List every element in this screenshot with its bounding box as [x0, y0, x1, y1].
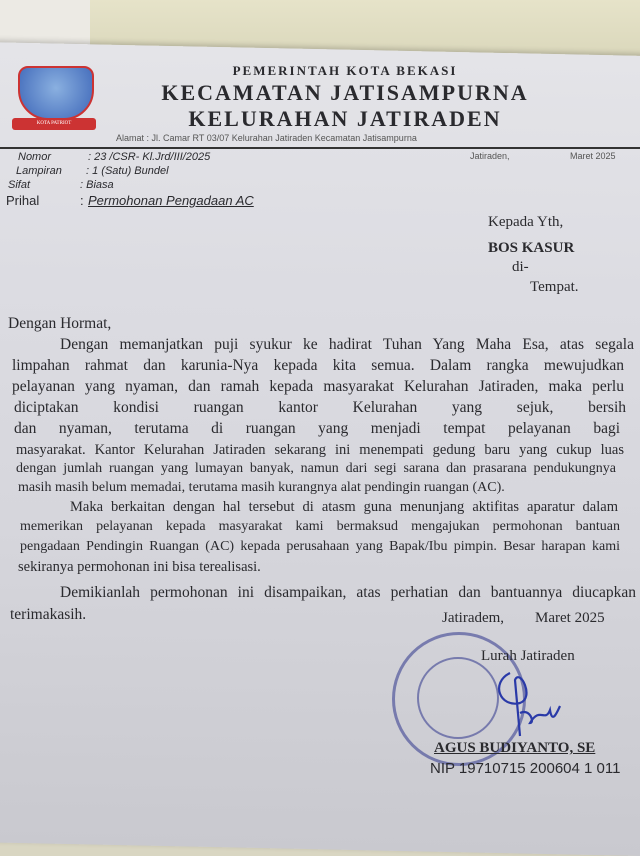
- letterhead-line3: KELURAHAN JATIRADEN: [188, 106, 502, 131]
- body-line: sekiranya permohonan ini bisa terealisasi.: [18, 559, 261, 575]
- nomor-label: Nomor: [18, 151, 52, 163]
- logo-ribbon: KOTA PATRIOT: [12, 118, 96, 130]
- prihal-colon: :: [80, 193, 84, 208]
- sifat-label: Sifat: [8, 179, 31, 191]
- body-line: masyarakat. Kantor Kelurahan Jatiraden sekarang ini menempati gedung baru yang cukup luas: [16, 442, 624, 458]
- salutation: Dengan Hormat,: [8, 315, 112, 332]
- body-line: dengan jumlah ruangan yang lumayan banyak, namun dari segi sarana dan prasarana pendukungnya: [16, 461, 616, 476]
- body-line: diciptakan kondisi ruangan kantor Kelurahan yang sejuk, bersih: [14, 399, 626, 416]
- signature-date: Maret 2025: [535, 610, 605, 626]
- recipient-name: BOS KASUR: [488, 240, 575, 256]
- header-date: Maret 2025: [570, 151, 616, 161]
- recipient-place: Tempat.: [530, 279, 579, 295]
- body-line: pelayanan yang nyaman, dan ramah kepada masyarakat Kelurahan Jatiraden, maka perlu: [12, 378, 624, 395]
- recipient-di: di-: [512, 259, 529, 275]
- body-line: Maka berkaitan dengan hal tersebut di atasm guna menunjang aktifitas aparatur dalam: [70, 499, 618, 515]
- signature-place: Jatiradem,: [442, 610, 505, 626]
- letterhead-line1: PEMERINTAH KOTA BEKASI: [232, 63, 458, 78]
- lampiran-value: : 1 (Satu) Bundel: [86, 165, 169, 177]
- body-line: Dengan memanjatkan puji syukur ke hadirat Tuhan Yang Maha Esa, atas segala: [60, 336, 634, 353]
- body-line: terimakasih.: [10, 606, 87, 623]
- nomor-value: : 23 /CSR- Kl.Jrd/III/2025: [88, 151, 211, 163]
- letterhead-divider: [0, 147, 640, 149]
- body-line: memerikan pelayanan kepada masyarakat kami bermaksud mengajukan permohonan bantuan: [20, 519, 620, 534]
- prihal-value: Permohonan Pengadaan AC: [88, 193, 254, 208]
- recipient-greeting: Kepada Yth,: [488, 214, 564, 230]
- body-line: dan nyaman, terutama di ruangan yang menjadi tempat pelayanan bagi: [14, 420, 620, 437]
- lampiran-label: Lampiran: [16, 165, 62, 177]
- stamp-inner-ring: [417, 657, 499, 739]
- header-place: Jatiraden,: [470, 151, 510, 161]
- city-logo-icon: [18, 66, 94, 120]
- signatory-nip: NIP 19710715 200604 1 011: [430, 760, 621, 777]
- body-line: pengadaan Pendingin Ruangan (AC) kepada perusahaan yang Bapak/Ibu pimpin. Besar harapan kami: [20, 539, 620, 554]
- letterhead-line2: KECAMATAN JATISAMPURNA: [161, 80, 529, 105]
- signature-title: Lurah Jatiraden: [481, 648, 575, 664]
- handwritten-signature-icon: [490, 668, 570, 738]
- body-line: masih masih belum memadai, terutama masih kurangnya alat pendingin ruangan (AC).: [18, 480, 505, 495]
- signatory-name: AGUS BUDIYANTO, SE: [434, 740, 596, 756]
- body-line: limpahan rahmat dan karunia-Nya kepada kita semua. Dalam rangka mewujudkan: [12, 357, 624, 374]
- body-line: Demikianlah permohonan ini disampaikan, atas perhatian dan bantuannya diucapkan: [60, 584, 636, 601]
- prihal-label: Prihal: [6, 193, 40, 208]
- sifat-value: : Biasa: [80, 179, 114, 191]
- letterhead-address: Alamat : Jl. Camar RT 03/07 Kelurahan Jatiraden Kecamatan Jatisampurna: [116, 133, 417, 143]
